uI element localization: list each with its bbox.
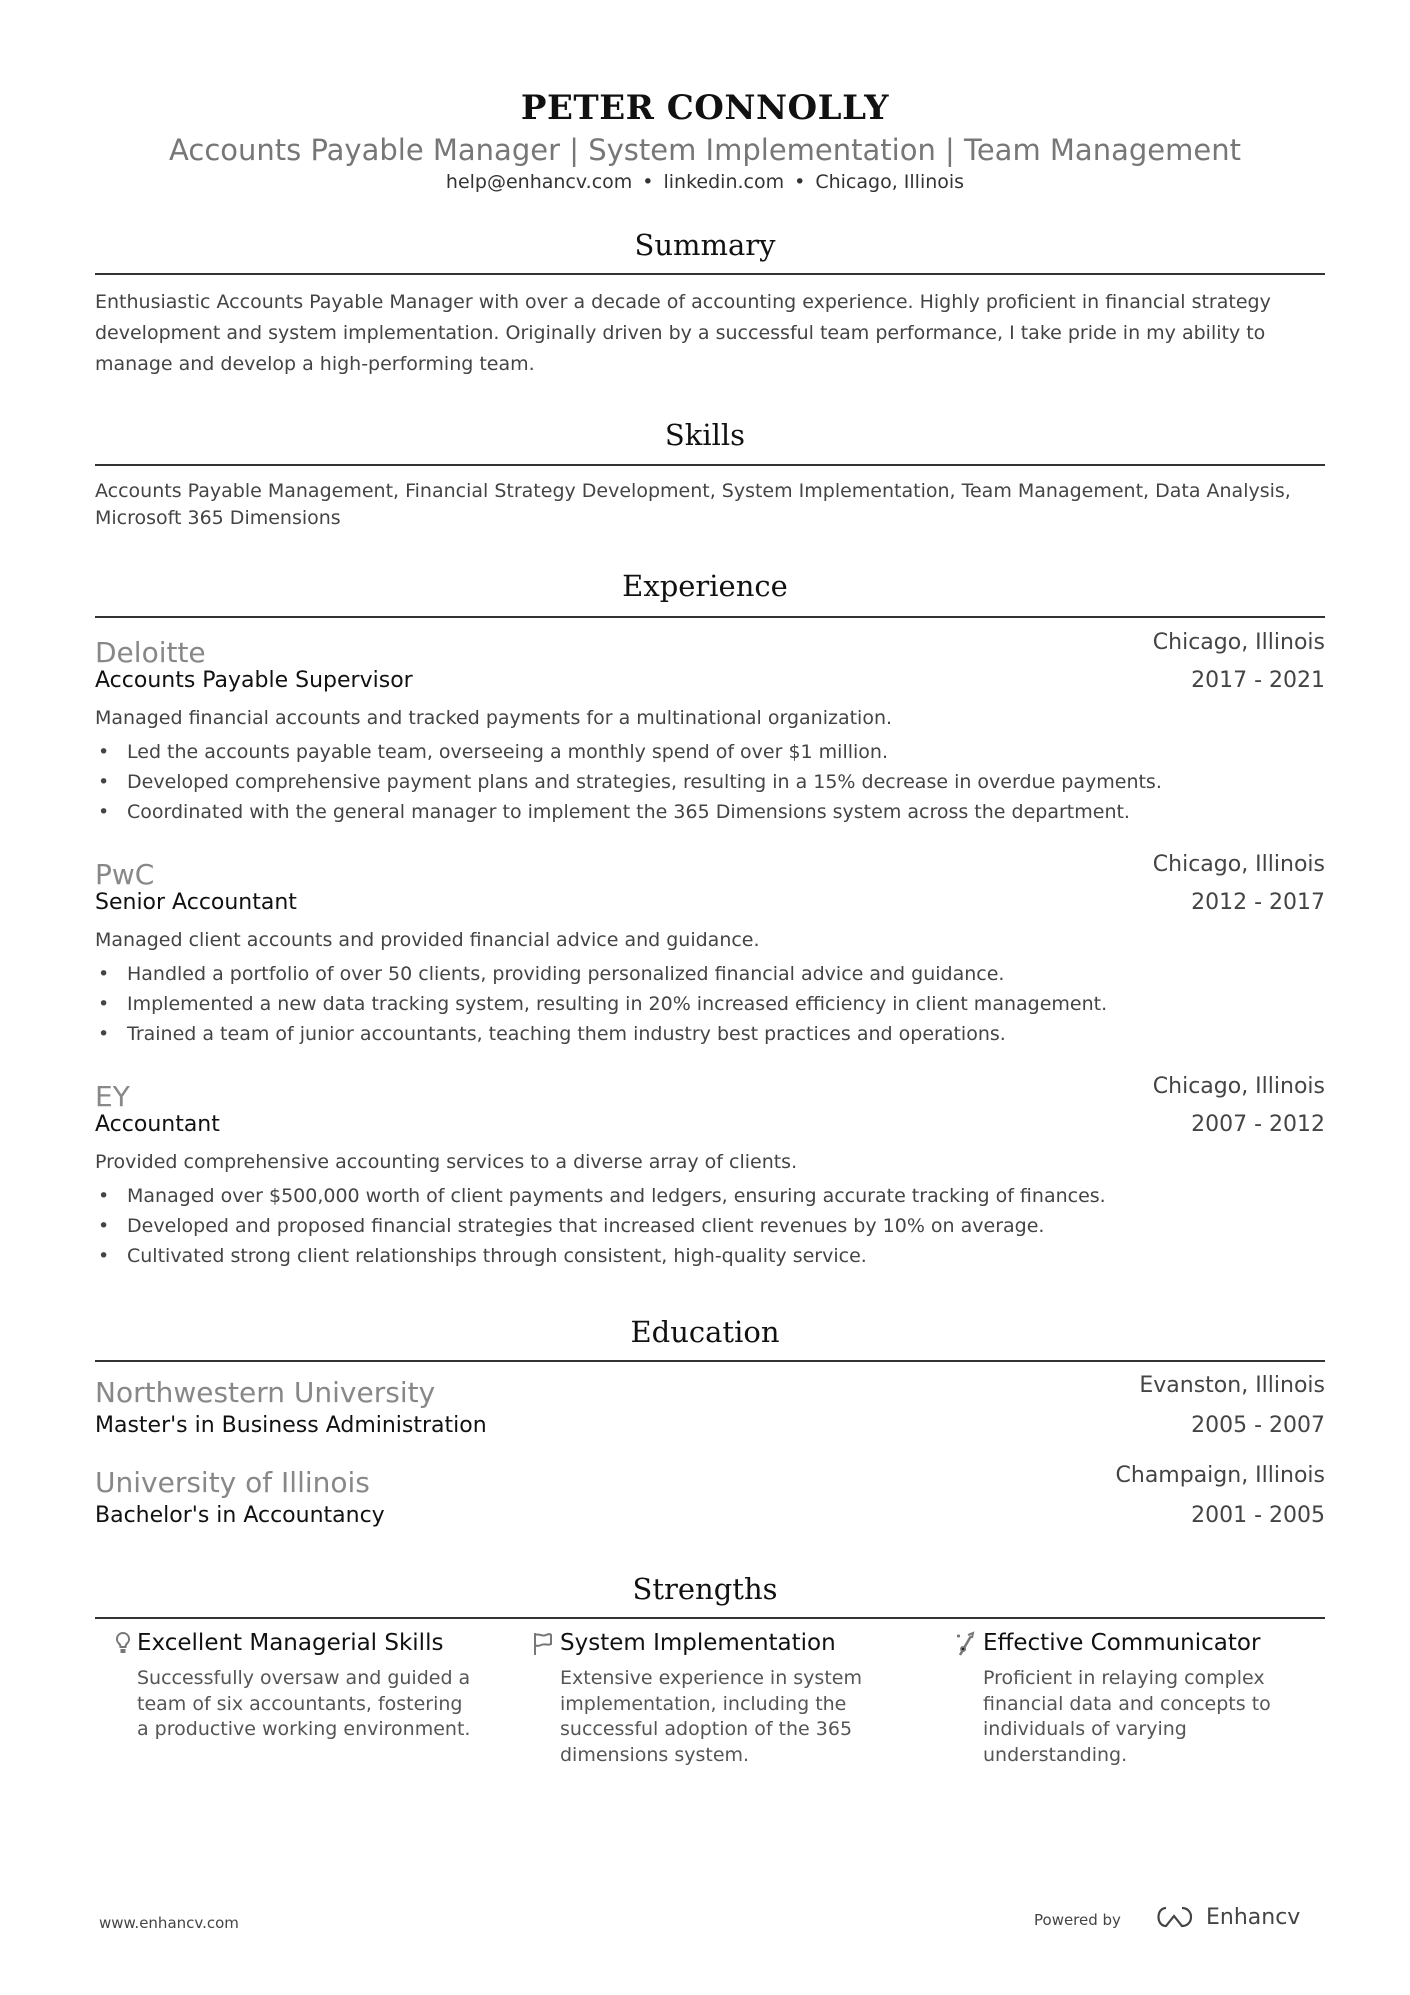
bullet-item: • Developed and proposed financial strategies that increased client revenues by 10% on average. [95, 1211, 1325, 1241]
divider [95, 273, 1325, 275]
education-dates: 2001 - 2005 [1191, 1503, 1325, 1528]
enhancv-logo [1152, 1904, 1300, 1930]
strength-description: Extensive experience in system implementation, including the successful adoption of the 365 dimensions system. [560, 1667, 862, 1766]
job-description: Managed financial accounts and tracked payments for a multinational organization. [95, 707, 893, 729]
school-location: Champaign, Illinois [1115, 1463, 1325, 1488]
job-location: Chicago, Illinois [1152, 630, 1325, 655]
strength-title: System Implementation [560, 1630, 836, 1656]
contact-info: help@enhancv.com • linkedin.com • Chicago, Illinois [445, 171, 965, 193]
bullet-item: • Trained a team of junior accountants, teaching them industry best practices and operations. [95, 1019, 1325, 1049]
flag-icon [532, 1630, 554, 1662]
job-location: Chicago, Illinois [1152, 852, 1325, 877]
bullet-item: • Handled a portfolio of over 50 clients, providing personalized financial advice and guidance. [95, 959, 1325, 989]
job-description: Managed client accounts and provided financial advice and guidance. [95, 929, 760, 951]
bullet-item: • Coordinated with the general manager to implement the 365 Dimensions system across the department. [95, 797, 1325, 827]
degree: Bachelor's in Accountancy [95, 1503, 385, 1528]
headline: Accounts Payable Manager | System Implementation | Team Management [169, 133, 1241, 167]
lightbulb-icon [112, 1630, 134, 1662]
magic-wand-icon [954, 1630, 976, 1662]
footer-website[interactable]: www.enhancv.com [99, 1914, 239, 1932]
job-role: Accountant [95, 1112, 220, 1137]
candidate-name: PETER CONNOLLY [520, 88, 890, 128]
education-dates: 2005 - 2007 [1191, 1413, 1325, 1438]
degree: Master's in Business Administration [95, 1413, 487, 1438]
strength-description: Successfully oversaw and guided a team of six accountants, fostering a productive working environment. [137, 1667, 471, 1741]
divider [95, 464, 1325, 466]
strength-description: Proficient in relaying complex financial data and concepts to individuals of varying understanding. [983, 1667, 1271, 1766]
strength-title: Effective Communicator [983, 1630, 1261, 1656]
strength-title: Excellent Managerial Skills [137, 1630, 444, 1656]
summary-heading: Summary [634, 228, 776, 262]
powered-by: Powered by [1034, 1911, 1121, 1929]
skills-heading: Skills [664, 418, 746, 452]
school-name: University of Illinois [95, 1466, 370, 1499]
skills-text: Accounts Payable Management, Financial Strategy Development, System Implementation, Team Management, Data Analysis, Microsoft 365 Dimensions [95, 480, 1291, 529]
education-heading: Education [630, 1315, 780, 1349]
location: Chicago, Illinois [815, 171, 965, 193]
job-description: Provided comprehensive accounting services to a diverse array of clients. [95, 1151, 798, 1173]
job-dates: 2017 - 2021 [1191, 668, 1325, 693]
company-name: EY [95, 1080, 130, 1113]
job-bullets [95, 959, 1325, 1049]
job-dates: 2007 - 2012 [1191, 1112, 1325, 1137]
bullet-item: • Managed over $500,000 worth of client payments and ledgers, ensuring accurate tracking of finances. [95, 1181, 1325, 1211]
bullet-item: • Cultivated strong client relationships through consistent, high-quality service. [95, 1241, 1325, 1271]
bullet-item: • Implemented a new data tracking system, resulting in 20% increased efficiency in client management. [95, 989, 1325, 1019]
job-dates: 2012 - 2017 [1191, 890, 1325, 915]
divider [95, 1617, 1325, 1619]
linkedin: linkedin.com [663, 171, 785, 193]
summary-text: Enthusiastic Accounts Payable Manager with over a decade of accounting experience. Highly proficient in financial strategy development and system implementation. Originally driven by a successful team performance, I take pride in my ability to manage and develop a high-performing team. [95, 291, 1271, 375]
bullet-item: • Developed comprehensive payment plans and strategies, resulting in a 15% decrease in overdue payments. [95, 767, 1325, 797]
company-name: PwC [95, 858, 155, 891]
job-role: Accounts Payable Supervisor [95, 668, 413, 693]
experience-heading: Experience [622, 569, 788, 603]
company-name: Deloitte [95, 636, 206, 669]
school-location: Evanston, Illinois [1139, 1373, 1325, 1398]
bullet-item: • Led the accounts payable team, overseeing a monthly spend of over $1 million. [95, 737, 1325, 767]
job-location: Chicago, Illinois [1152, 1074, 1325, 1099]
brand-name: Enhancv [1206, 1904, 1301, 1930]
job-role: Senior Accountant [95, 890, 297, 915]
job-bullets [95, 737, 1325, 827]
strengths-heading: Strengths [632, 1572, 778, 1606]
divider [95, 1360, 1325, 1362]
divider [95, 616, 1325, 618]
job-bullets [95, 1181, 1325, 1271]
school-name: Northwestern University [95, 1376, 436, 1409]
enhancv-logo-icon [1152, 1904, 1198, 1930]
email: help@enhancv.com [445, 171, 633, 193]
